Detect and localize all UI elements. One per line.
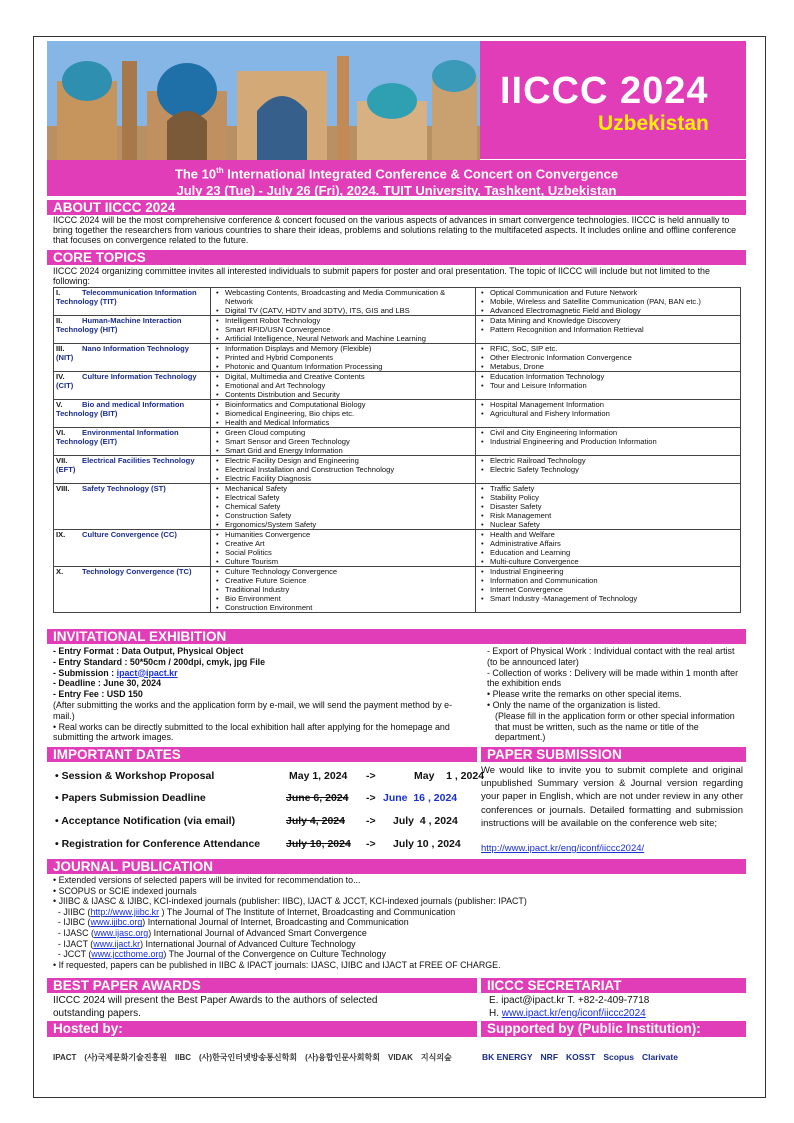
- topic-category: [54, 484, 211, 530]
- subtopic-item: • Digital, Multimedia and Creative Contents: [213, 372, 473, 381]
- subtopic-item: • Smart Sensor and Green Technology: [213, 437, 473, 446]
- subtopic-item: • Agricultural and Fishery Information: [478, 409, 738, 418]
- subtopic-item: • Optical Communication and Future Network: [478, 288, 738, 297]
- subtopic-item: • Social Politics: [213, 548, 473, 557]
- date-arrow: ->: [366, 815, 376, 827]
- topic-row: [54, 456, 741, 484]
- organization-logo: BK ENERGY: [482, 1052, 533, 1062]
- journal-list: [53, 875, 743, 970]
- subtopic-item: • Administrative Affairs: [478, 539, 738, 548]
- subtopic-item: • Industrial Engineering: [478, 567, 738, 576]
- organization-logo: 지식의숲: [420, 1052, 452, 1062]
- topic-subtopics-right: [476, 530, 741, 567]
- topic-number: VII.: [56, 456, 68, 465]
- paper-heading: PAPER SUBMISSION: [481, 747, 746, 762]
- topic-category: [54, 530, 211, 567]
- subtopic-item: • Data Mining and Knowledge Discovery: [478, 316, 738, 325]
- awards-text: IICCC 2024 will present the Best Paper Awards to the authors of selected outstanding papers.: [53, 995, 378, 1019]
- subtopic-item: • Mechanical Safety: [213, 484, 473, 493]
- paper-text: We would like to invite you to submit complete and original unpublished Summary version & Journal version regarding your paper in English, which are not under review in any other conferences or journals. Detailed formatting and submission instructions will be available on the conference web site;: [481, 765, 743, 829]
- conference-band: [47, 160, 746, 199]
- topic-subtopics-right: [476, 400, 741, 428]
- real-works-note: • Real works can be directly submitted to the local exhibition hall after applying for the homepage and submitting the artwork images.: [53, 721, 450, 743]
- topic-number: VI.: [56, 428, 66, 437]
- topic-number: IV.: [56, 372, 65, 381]
- organization-logo: IIBC: [175, 1052, 192, 1062]
- journal-link[interactable]: www.ijasc.org: [93, 927, 149, 938]
- topic-subtopics-left: [211, 316, 476, 344]
- subtopic-item: • Culture Technology Convergence: [213, 567, 473, 576]
- subtopic-item: • Biomedical Engineering, Bio chips etc.: [213, 409, 473, 418]
- date-original: May 1, 2024: [289, 770, 348, 782]
- topic-subtopics-right: [476, 316, 741, 344]
- topic-name: Safety Technology (ST): [82, 484, 166, 493]
- entry-deadline: - Deadline : June 30, 2024: [53, 678, 162, 689]
- subtopic-item: • Traffic Safety: [478, 484, 738, 493]
- topic-row: [54, 288, 741, 316]
- entry-format: - Entry Format : Data Output, Physical Object: [53, 646, 244, 656]
- date-original: July 10, 2024: [286, 838, 351, 850]
- subtopic-item: • Construction Environment: [213, 603, 473, 612]
- subtopic-item: • RFIC, SoC, SIP etc.: [478, 344, 738, 353]
- core-topics-intro: IICCC 2024 organizing committee invites all interested individuals to submit papers for poster and oral presentation. The topic of IICCC will include but not limited to the following:: [53, 266, 710, 286]
- subtopic-item: • Multi-culture Convergence: [478, 557, 738, 566]
- date-arrow: ->: [366, 770, 376, 782]
- subtopic-item: • Traditional Industry: [213, 585, 473, 594]
- hosted-logos: [53, 1045, 473, 1069]
- exhibition-left: [53, 646, 473, 743]
- conference-name-line: The 10th International Integrated Conference & Concert on Convergence: [174, 166, 619, 182]
- subtopic-item: • Humanities Convergence: [213, 530, 473, 539]
- subtopic-item: • Education Information Technology: [478, 372, 738, 381]
- topic-name: Electrical Facilities Technology (EFT): [56, 456, 195, 474]
- topic-row: [54, 400, 741, 428]
- about-text: IICCC 2024 will be the most comprehensive conference & concert focused on the various aspects of advances in smart convergence technologies. IICCC is held annually to bring together the researchers from various countries to share their ideas, problems and solutions relating to the multifaceted aspects. It includes online and offline conference that focuses on convergence related to the future.: [53, 215, 737, 245]
- subtopic-item: • Artificial Intelligence, Neural Network and Machine Learning: [213, 334, 473, 343]
- subtopic-item: • Tour and Leisure Information: [478, 381, 738, 390]
- topic-subtopics-left: [211, 372, 476, 400]
- supported-heading: Supported by (Public Institution):: [481, 1021, 746, 1037]
- subtopic-item: • Webcasting Contents, Broadcasting and Media Communication & Network: [213, 288, 473, 306]
- topic-subtopics-left: [211, 288, 476, 316]
- subtopic-item: • Industrial Engineering and Production Information: [478, 437, 738, 446]
- subtopic-item: • Internet Convergence: [478, 585, 738, 594]
- journal-link[interactable]: www.jccthome.org: [91, 949, 164, 960]
- subtopic-item: • Metabus, Drone: [478, 362, 738, 371]
- subtopic-item: • Creative Art: [213, 539, 473, 548]
- subtopic-item: • Information Displays and Memory (Flexible): [213, 344, 473, 353]
- journal-heading: JOURNAL PUBLICATION: [47, 859, 746, 874]
- organization-logo: VIDAK: [387, 1052, 413, 1062]
- journal-item: - IJIBC (www.ijibc.org) International Journal of Internet, Broadcasting and Communication: [53, 917, 409, 928]
- secretariat-homepage: H. www.ipact.kr/eng/iconf/iiccc2024: [489, 1007, 646, 1019]
- journal-item: - IJASC (www.ijasc.org) International Journal of Advanced Smart Convergence: [53, 927, 367, 938]
- subtopic-item: • Electric Safety Technology: [478, 465, 738, 474]
- topic-number: I.: [56, 288, 61, 297]
- subtopic-item: • Creative Future Science: [213, 576, 473, 585]
- organization-logo: (사)국제문화기술진흥원: [84, 1052, 168, 1062]
- uzbekistan-architecture-illustration: [47, 41, 480, 161]
- topic-subtopics-left: [211, 456, 476, 484]
- topic-category: [54, 372, 211, 400]
- topic-number: II.: [56, 316, 63, 325]
- date-label: • Papers Submission Deadline: [55, 792, 206, 804]
- topic-category: [54, 400, 211, 428]
- form-note: (Please fill in the application form or other special information that must be written, such as the name or title of the department.): [495, 710, 735, 743]
- secretariat-contact: [489, 995, 744, 1020]
- payment-note: (After submitting the works and the application form by e-mail, we will send the payment method by e-mail.): [53, 699, 453, 721]
- journal-item: - IJACT (www.ijact.kr) International Journal of Advanced Culture Technology: [53, 938, 356, 949]
- topic-category: [54, 344, 211, 372]
- topic-category: [54, 567, 211, 613]
- topic-category: [54, 316, 211, 344]
- journal-line-3: • JIIBC & IJASC & IJIBC, KCI-indexed journals (publisher: IIBC), IJACT & JCCT, KCI-indexed journals (publisher: IPACT): [53, 896, 527, 907]
- subtopic-item: • Civil and City Engineering Information: [478, 428, 738, 437]
- hosted-heading: Hosted by:: [47, 1021, 477, 1037]
- topic-subtopics-right: [476, 428, 741, 456]
- topic-subtopics-right: [476, 456, 741, 484]
- topic-number: V.: [56, 400, 63, 409]
- topic-number: X.: [56, 567, 64, 576]
- date-new: July 4 , 2024: [393, 815, 458, 827]
- entry-standard: - Entry Standard : 50*50cm / 200dpi, cmyk, jpg File: [53, 656, 266, 667]
- subtopic-item: • Emotional and Art Technology: [213, 381, 473, 390]
- conference-location: Uzbekistan: [598, 112, 709, 135]
- topic-row: [54, 567, 741, 613]
- journal-item: - JCCT (www.jccthome.org) The Journal of the Convergence on Culture Technology: [53, 949, 386, 960]
- topic-subtopics-right: [476, 372, 741, 400]
- subtopic-item: • Culture Tourism: [213, 557, 473, 566]
- subtopic-item: • Printed and Hybrid Components: [213, 353, 473, 362]
- awards-heading: BEST PAPER AWARDS: [47, 978, 477, 993]
- topic-row: [54, 428, 741, 456]
- organization-logo: Clarivate: [642, 1052, 678, 1062]
- subtopic-item: • Smart Grid and Energy Information: [213, 446, 473, 455]
- date-arrow: ->: [366, 792, 376, 804]
- subtopic-item: • Electrical Safety: [213, 493, 473, 502]
- subtopic-item: • Risk Management: [478, 511, 738, 520]
- topic-row: [54, 372, 741, 400]
- paper-submission-link[interactable]: http://www.ipact.kr/eng/iconf/iiccc2024/: [481, 843, 645, 854]
- topic-subtopics-left: [211, 400, 476, 428]
- subtopic-item: • Bio Environment: [213, 594, 473, 603]
- topic-name: Culture Convergence (CC): [82, 530, 177, 539]
- topic-subtopics-right: [476, 344, 741, 372]
- collection-note: - Collection of works : Delivery will be made within 1 month after the exhibition ends: [487, 667, 739, 689]
- subtopic-item: • Stability Policy: [478, 493, 738, 502]
- journal-item: - JIIBC (http://www.jiibc.kr ) The Journal of The Institute of Internet, Broadcasting and Communication: [53, 906, 456, 917]
- core-topics-heading: CORE TOPICS: [47, 250, 746, 265]
- secretariat-homepage-link[interactable]: www.ipact.kr/eng/iconf/iiccc2024: [501, 1007, 646, 1019]
- organization-logo: Scopus: [603, 1052, 635, 1062]
- entry-fee: - Entry Fee : USD 150: [53, 689, 143, 700]
- header-photo: [47, 41, 480, 161]
- organization-logo: (사)융합인문사회학회: [305, 1052, 380, 1062]
- subtopic-item: • Education and Learning: [478, 548, 738, 557]
- subtopic-item: • Contents Distribution and Security: [213, 390, 473, 399]
- subtopic-item: • Other Electronic Information Convergence: [478, 353, 738, 362]
- subtopic-item: • Digital TV (CATV, HDTV and 3DTV), ITS, GIS and LBS: [213, 306, 473, 315]
- subtopic-item: • Bioinformatics and Computational Biology: [213, 400, 473, 409]
- subtopic-item: • Pattern Recognition and Information Retrieval: [478, 325, 738, 334]
- subtopic-item: • Nuclear Safety: [478, 520, 738, 529]
- organization-logo: NRF: [540, 1052, 559, 1062]
- topic-name: Bio and medical Information Technology (BIT): [56, 400, 185, 418]
- journal-link[interactable]: http://www.jiibc.kr: [90, 906, 160, 917]
- entry-submission: - Submission : ipact@ipact.kr: [53, 667, 178, 678]
- organization-logo: (사)한국인터넷방송통신학회: [199, 1052, 298, 1062]
- topic-number: IX.: [56, 530, 66, 539]
- date-original: July 4, 2024: [286, 815, 345, 827]
- topic-name: Nano Information Technology (NIT): [56, 344, 190, 362]
- supported-logos: [482, 1045, 744, 1069]
- organization-note: • Only the name of the organization is listed.: [487, 699, 661, 710]
- exhibition-heading: INVITATIONAL EXHIBITION: [47, 629, 746, 644]
- topic-subtopics-right: [476, 484, 741, 530]
- date-new: May 1 , 2024: [414, 770, 485, 782]
- topic-name: Telecommunication Information Technology (TIT): [56, 288, 197, 306]
- date-new: June 16 , 2024: [383, 792, 458, 804]
- subtopic-item: • Chemical Safety: [213, 502, 473, 511]
- topic-subtopics-left: [211, 484, 476, 530]
- journal-line-1: • Extended versions of selected papers will be invited for recommendation to...: [53, 875, 361, 885]
- topic-category: [54, 288, 211, 316]
- subtopic-item: • Ergonomics/System Safety: [213, 520, 473, 529]
- subtopic-item: • Advanced Electromagnetic Field and Biology: [478, 306, 738, 315]
- subtopic-item: • Electrical Installation and Construction Technology: [213, 465, 473, 474]
- topic-subtopics-left: [211, 344, 476, 372]
- date-label: • Acceptance Notification (via email): [55, 815, 236, 827]
- topic-name: Technology Convergence (TC): [82, 567, 192, 576]
- organization-logo: IPACT: [53, 1052, 77, 1062]
- conference-date-line: July 23 (Tue) - July 26 (Fri), 2024. TUIT University, Tashkent, Uzbekistan: [176, 183, 617, 199]
- conference-title: IICCC 2024: [500, 70, 709, 112]
- export-note: - Export of Physical Work : Individual contact with the real artist (to be announced later): [487, 646, 735, 667]
- topic-category: [54, 428, 211, 456]
- subtopic-item: • Construction Safety: [213, 511, 473, 520]
- topic-number: III.: [56, 344, 65, 353]
- topic-subtopics-left: [211, 428, 476, 456]
- topic-name: Culture Information Technology (CIT): [56, 372, 197, 390]
- topic-name: Environmental Information Technology (EIT): [56, 428, 179, 446]
- subtopic-item: • Intelligent Robot Technology: [213, 316, 473, 325]
- subtopic-item: • Hospital Management Information: [478, 400, 738, 409]
- subtopic-item: • Smart Industry -Management of Technology: [478, 594, 738, 603]
- subtopic-item: • Green Cloud computing: [213, 428, 473, 437]
- date-new: July 10 , 2024: [393, 838, 461, 850]
- subtopic-item: • Health and Medical Informatics: [213, 418, 473, 427]
- subtopic-item: • Disaster Safety: [478, 502, 738, 511]
- dates-heading: IMPORTANT DATES: [47, 747, 477, 762]
- journal-link[interactable]: www.ijibc.org: [90, 917, 143, 928]
- exhibition-right: [487, 646, 742, 743]
- topic-row: [54, 316, 741, 344]
- subtopic-item: • Smart RFID/USN Convergence: [213, 325, 473, 334]
- topic-subtopics-right: [476, 567, 741, 613]
- date-label: • Registration for Conference Attendance: [55, 838, 261, 850]
- subtopic-item: • Electric Facility Diagnosis: [213, 474, 473, 483]
- topic-number: VIII.: [56, 484, 70, 493]
- subtopic-item: • Information and Communication: [478, 576, 738, 585]
- topic-subtopics-left: [211, 530, 476, 567]
- core-topics-table: [53, 287, 741, 613]
- topic-row: [54, 530, 741, 567]
- about-heading: ABOUT IICCC 2024: [47, 200, 746, 215]
- journal-link[interactable]: www.ijact.kr: [93, 938, 141, 949]
- topic-subtopics-left: [211, 567, 476, 613]
- subtopic-item: • Electric Railroad Technology: [478, 456, 738, 465]
- topic-category: [54, 456, 211, 484]
- secretariat-heading: IICCC SECRETARIAT: [481, 978, 746, 993]
- date-label: • Session & Workshop Proposal: [55, 770, 215, 782]
- subtopic-item: • Photonic and Quantum Information Processing: [213, 362, 473, 371]
- secretariat-email-phone: E. ipact@ipact.kr T. +82-2-409-7718: [489, 995, 650, 1006]
- subtopic-item: • Mobile, Wireless and Satellite Communication (PAN, BAN etc.): [478, 297, 738, 306]
- date-arrow: ->: [366, 838, 376, 850]
- journal-line-4: • If requested, papers can be published in IIBC & IPACT journals: IJASC, IJIBC and IJACT at FREE OF CHARGE.: [53, 959, 501, 970]
- topic-name: Human-Machine Interaction Technology (HIT): [56, 316, 182, 334]
- journal-items: [53, 907, 743, 960]
- subtopic-item: • Electric Facility Design and Engineering: [213, 456, 473, 465]
- journal-line-2: • SCOPUS or SCIE indexed journals: [53, 885, 197, 896]
- topic-row: [54, 484, 741, 530]
- organization-logo: KOSST: [566, 1052, 596, 1062]
- subtopic-item: • Health and Welfare: [478, 530, 738, 539]
- topic-row: [54, 344, 741, 372]
- submission-email-link[interactable]: ipact@ipact.kr: [116, 667, 178, 678]
- date-original: June 6, 2024: [286, 792, 349, 804]
- topic-subtopics-right: [476, 288, 741, 316]
- remarks-note: • Please write the remarks on other special items.: [487, 689, 682, 700]
